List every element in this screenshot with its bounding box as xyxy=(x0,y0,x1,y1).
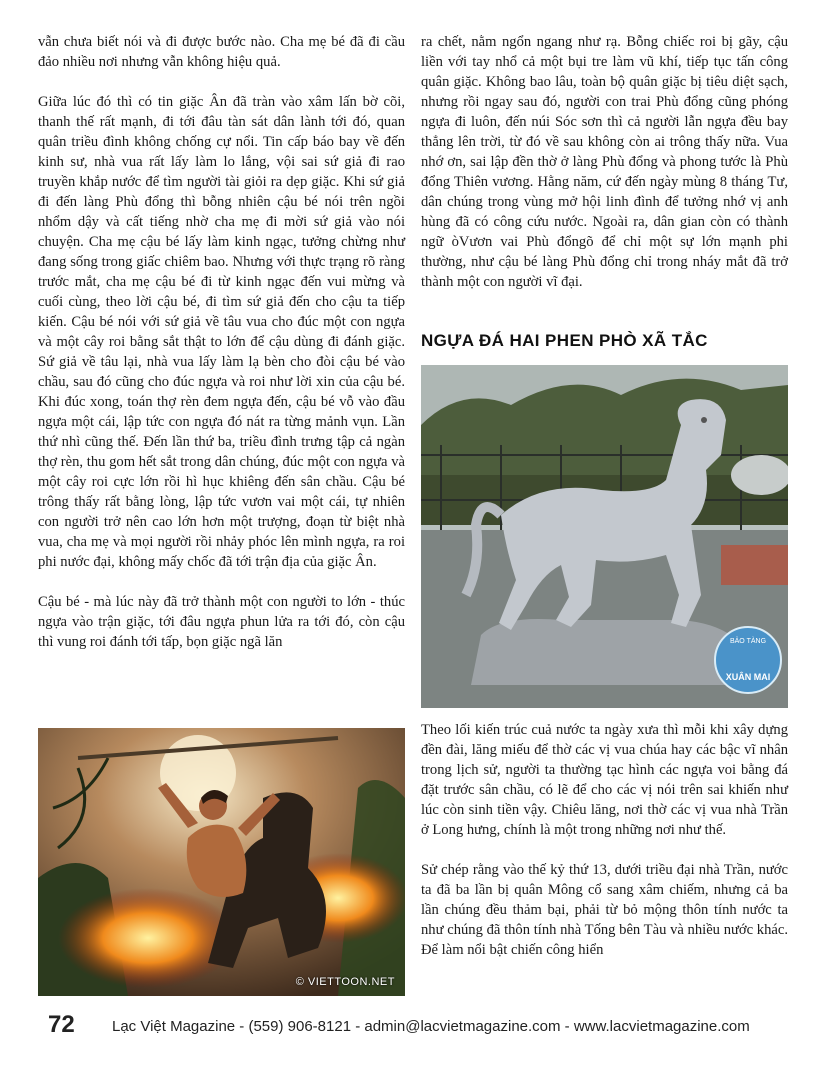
page-footer xyxy=(48,1013,808,1041)
warrior-illustration-graphic xyxy=(38,728,405,996)
paragraph: vẫn chưa biết nói và đi được bước nào. Cha mẹ bé đã đi cầu đảo nhiều nơi nhưng vẫn không hiệu quả. xyxy=(38,34,405,70)
paragraph: ra chết, nằm ngổn ngang như rạ. Bỗng chiếc roi bị gãy, cậu liền với tay nhổ cả một bụi tre làm vũ khí, tiếp tục tấn công quân giặc. Không bao lâu, toàn bộ quân giặc bị tiêu diệt sạch, nhưng rồi ngay sau đó, người con trai Phù đổng cũng phóng ngựa đi luôn, đến núi Sóc sơn thì cả người lẫn ngựa đều bay thẳng lên trời, từ đó về sau không còn ai trông thấy nữa. Vua nhớ ơn, sai lập đền thờ ở làng Phù đổng và phong tước là Phù đổng Thiên vương. Hằng năm, cứ đến ngày mùng 8 tháng Tư, dân chúng trong vùng mở hội linh đình để tưởng nhớ vị anh hùng đã có công cứu nước. Ngoài ra, dân gian còn có thành ngữ òVươn vai Phù đổngõ để chỉ một sự lớn mạnh phi thường, như cậu bé làng Phù đổng chỉ trong nháy mắt đã trở thành một con người vĩ đại. xyxy=(421,34,788,290)
viettoon-watermark: © VIETTOON.NET xyxy=(295,976,395,988)
paragraph: Sử chép rằng vào thế kỷ thứ 13, dưới triều đại nhà Trần, nước ta đã ba lần bị quân Mông cổ sang xâm chiếm, nhưng cả ba lần chúng đều thảm bại, phải từ bỏ mộng thôn tính nước ta như chúng đã thôn tính nhà Tống bên Tàu và nhiều nước khác. Để làm nổi bật chiến công hiển xyxy=(421,862,788,958)
footer-contact-line: Lạc Việt Magazine - (559) 906-8121 - admin@lacvietmagazine.com - www.lacvietmagazine.com xyxy=(112,1018,750,1035)
badge-bottom-text: XUÂN MAI xyxy=(725,672,771,682)
paragraph: Giữa lúc đó thì có tin giặc Ân đã tràn vào xâm lấn bờ cõi, thanh thế rất mạnh, đi tới đâu tàn sát dân lành tới đó, quan quân triều đình không chống cự nổi. Tin cấp báo bay về đến kinh sư, nhà vua rất lấy làm lo lắng, vội sai sứ giả đi rao truyền khắp nước để tìm người tài giỏi ra dẹp giặc. Khi sứ giả đi đến làng Phù đổng thì bỗng nhiên cậu bé nói trên ngồi nhổm dậy và cất tiếng nhờ cha mẹ đi mời sứ giả vào nói chuyện. Cha mẹ cậu bé lấy làm kinh ngạc, tưởng chừng như đang sống trong giấc chiêm bao. Nhưng với thực trạng rõ ràng trước mắt, cha mẹ cậu bé đi từ kinh ngạc đến vui mừng và cuối cùng, theo lời cậu bé, đi tìm sứ giả đến cho cậu ta tiếp kiến. Cậu bé nói với sứ giả về tâu vua cho đúc một con ngựa và một cây roi bằng sắt thật to lớn để cậu dùng đi đánh giặc. Sứ giả về tâu lại, nhà vua lấy làm lạ bèn cho đòi cậu bé vào chầu, sau đó cũng cho đúc ngựa và roi như lời xin của cậu bé. Khi đúc xong, toán thợ rèn đem ngựa đến, cậu bé vỗ vào đầu ngựa một cái, lập tức con ngựa đó nát ra từng mảnh vụn. Lần thứ nhì cũng thế. Đến lần thứ ba, triều đình trưng tập cả ngàn thợ rèn, thu gom hết sắt trong dân chúng, đúc một con ngựa và một cây roi cực lớn rồi hì hục khiêng đến sân chầu. Cậu bé trông thấy rất bằng lòng, lập tức vươn vai một cái, tự nhiên con người trở nên cao lớn hơn một trượng, đoạn từ biệt nhà vua, cha mẹ và mọi người rồi nhảy phóc lên mình ngựa, ra roi phi nước đại, không mấy chốc đã tới trận địa của giặc Ân. xyxy=(38,94,405,570)
museum-badge xyxy=(714,626,782,694)
paragraph: Cậu bé - mà lúc này đã trở thành một con người to lớn - thúc ngựa vào trận giặc, tới đâu ngựa phun lửa ra tới đó, còn cậu thì vung roi đánh tới tấp, bọn giặc ngã lăn xyxy=(38,594,405,650)
phu-dong-warrior-illustration xyxy=(38,728,405,996)
right-column-top xyxy=(421,32,788,312)
badge-top-text: BẢO TÀNG xyxy=(729,638,767,645)
paragraph: Theo lối kiến trúc cuả nước ta ngày xưa thì mỗi khi xây dựng đền đài, lăng miếu để thờ các vị vua chúa hay các bậc vĩ nhân trong lịch sử, người ta thường tạc hình các ngựa voi bằng đá đặt trước sân chầu, có lẽ để cho các vị nói trên sai khiến như lúc còn sinh tiền vậy. Chiêu lăng, nơi thờ các vị vua nhà Trần ở Long hưng, chính là một trong những nơi như thế. xyxy=(421,722,788,838)
left-column xyxy=(38,32,405,672)
right-column-bottom xyxy=(421,720,788,980)
page-number: 72 xyxy=(48,1011,75,1038)
stone-horse-statue-photo xyxy=(421,365,788,708)
section-heading: NGỰA ĐÁ HAI PHEN PHÒ XÃ TẮC xyxy=(421,331,708,350)
